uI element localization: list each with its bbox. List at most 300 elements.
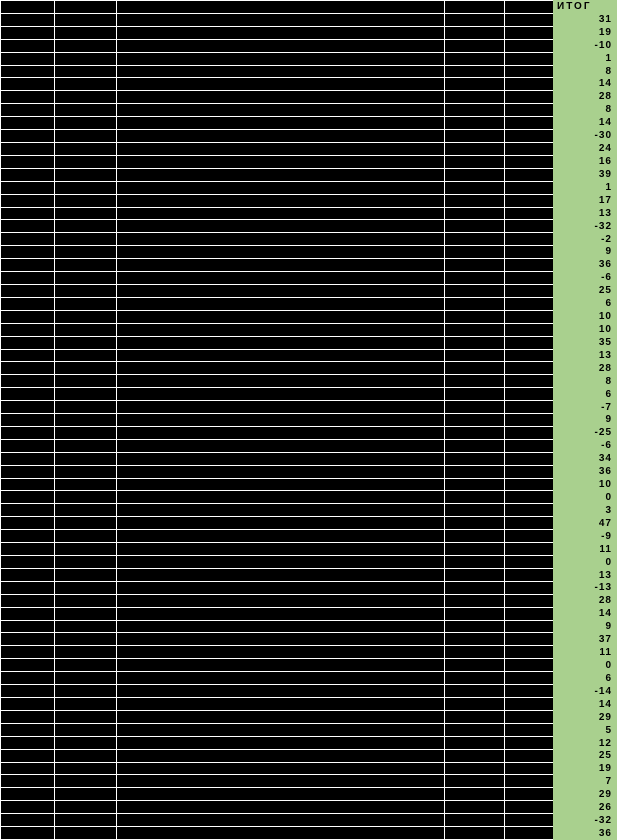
total-cell[interactable]: 14 xyxy=(598,78,612,90)
cell[interactable] xyxy=(505,14,553,27)
cell[interactable] xyxy=(55,401,117,414)
cell[interactable] xyxy=(445,453,505,466)
cell[interactable] xyxy=(55,143,117,156)
cell[interactable] xyxy=(1,337,55,350)
total-cell[interactable]: 6 xyxy=(605,672,612,684)
cell[interactable] xyxy=(505,40,553,53)
cell[interactable] xyxy=(505,724,553,737)
cell[interactable] xyxy=(117,14,445,27)
cell[interactable] xyxy=(445,608,505,621)
cell[interactable] xyxy=(55,504,117,517)
cell[interactable] xyxy=(55,362,117,375)
cell[interactable] xyxy=(505,311,553,324)
cell[interactable] xyxy=(445,130,505,143)
cell[interactable] xyxy=(117,711,445,724)
cell[interactable] xyxy=(1,362,55,375)
cell[interactable] xyxy=(505,685,553,698)
cell[interactable] xyxy=(505,169,553,182)
header-cell[interactable] xyxy=(505,1,553,14)
cell[interactable] xyxy=(505,646,553,659)
cell[interactable] xyxy=(117,311,445,324)
cell[interactable] xyxy=(117,298,445,311)
cell[interactable] xyxy=(117,156,445,169)
cell[interactable] xyxy=(505,388,553,401)
cell[interactable] xyxy=(445,530,505,543)
cell[interactable] xyxy=(55,569,117,582)
cell[interactable] xyxy=(505,801,553,814)
total-cell[interactable]: 13 xyxy=(598,349,612,361)
total-cell[interactable]: 14 xyxy=(598,698,612,710)
cell[interactable] xyxy=(55,130,117,143)
cell[interactable] xyxy=(445,698,505,711)
cell[interactable] xyxy=(55,298,117,311)
cell[interactable] xyxy=(55,453,117,466)
cell[interactable] xyxy=(445,750,505,763)
cell[interactable] xyxy=(505,143,553,156)
cell[interactable] xyxy=(505,427,553,440)
cell[interactable] xyxy=(445,272,505,285)
cell[interactable] xyxy=(505,595,553,608)
total-cell[interactable]: 37 xyxy=(598,634,612,646)
cell[interactable] xyxy=(117,608,445,621)
cell[interactable] xyxy=(117,130,445,143)
cell[interactable] xyxy=(1,40,55,53)
cell[interactable] xyxy=(445,646,505,659)
cell[interactable] xyxy=(445,427,505,440)
cell[interactable] xyxy=(55,775,117,788)
cell[interactable] xyxy=(1,569,55,582)
cell[interactable] xyxy=(445,78,505,91)
total-cell[interactable]: 36 xyxy=(598,259,612,271)
cell[interactable] xyxy=(55,724,117,737)
total-cell[interactable]: 31 xyxy=(598,13,612,25)
cell[interactable] xyxy=(1,169,55,182)
cell[interactable] xyxy=(505,233,553,246)
cell[interactable] xyxy=(445,763,505,776)
cell[interactable] xyxy=(117,208,445,221)
cell[interactable] xyxy=(445,14,505,27)
cell[interactable] xyxy=(505,91,553,104)
cell[interactable] xyxy=(505,504,553,517)
cell[interactable] xyxy=(55,543,117,556)
cell[interactable] xyxy=(445,543,505,556)
cell[interactable] xyxy=(55,117,117,130)
cell[interactable] xyxy=(445,53,505,66)
cell[interactable] xyxy=(55,582,117,595)
cell[interactable] xyxy=(55,491,117,504)
cell[interactable] xyxy=(117,569,445,582)
cell[interactable] xyxy=(445,375,505,388)
cell[interactable] xyxy=(117,685,445,698)
cell[interactable] xyxy=(55,66,117,79)
cell[interactable] xyxy=(117,27,445,40)
cell[interactable] xyxy=(117,350,445,363)
cell[interactable] xyxy=(55,246,117,259)
cell[interactable] xyxy=(117,53,445,66)
cell[interactable] xyxy=(55,104,117,117)
total-cell[interactable]: 8 xyxy=(605,375,612,387)
cell[interactable] xyxy=(1,827,55,840)
cell[interactable] xyxy=(1,208,55,221)
cell[interactable] xyxy=(1,801,55,814)
cell[interactable] xyxy=(505,453,553,466)
cell[interactable] xyxy=(445,169,505,182)
cell[interactable] xyxy=(505,324,553,337)
total-cell[interactable]: -25 xyxy=(594,427,612,439)
cell[interactable] xyxy=(117,621,445,634)
cell[interactable] xyxy=(1,66,55,79)
cell[interactable] xyxy=(55,375,117,388)
cell[interactable] xyxy=(117,414,445,427)
total-cell[interactable]: 24 xyxy=(598,143,612,155)
cell[interactable] xyxy=(445,775,505,788)
cell[interactable] xyxy=(117,814,445,827)
cell[interactable] xyxy=(117,401,445,414)
total-cell[interactable]: 16 xyxy=(598,156,612,168)
cell[interactable] xyxy=(1,608,55,621)
cell[interactable] xyxy=(505,117,553,130)
cell[interactable] xyxy=(1,117,55,130)
cell[interactable] xyxy=(505,246,553,259)
cell[interactable] xyxy=(55,169,117,182)
cell[interactable] xyxy=(445,788,505,801)
cell[interactable] xyxy=(1,156,55,169)
cell[interactable] xyxy=(117,517,445,530)
total-cell[interactable]: 29 xyxy=(598,711,612,723)
cell[interactable] xyxy=(445,337,505,350)
cell[interactable] xyxy=(445,233,505,246)
cell[interactable] xyxy=(117,763,445,776)
cell[interactable] xyxy=(55,14,117,27)
cell[interactable] xyxy=(55,324,117,337)
cell[interactable] xyxy=(445,324,505,337)
cell[interactable] xyxy=(505,672,553,685)
cell[interactable] xyxy=(445,246,505,259)
cell[interactable] xyxy=(55,259,117,272)
cell[interactable] xyxy=(505,814,553,827)
total-cell[interactable]: 8 xyxy=(605,104,612,116)
cell[interactable] xyxy=(117,117,445,130)
cell[interactable] xyxy=(445,285,505,298)
cell[interactable] xyxy=(117,272,445,285)
cell[interactable] xyxy=(55,182,117,195)
cell[interactable] xyxy=(445,401,505,414)
header-cell[interactable] xyxy=(55,1,117,14)
cell[interactable] xyxy=(117,182,445,195)
cell[interactable] xyxy=(445,737,505,750)
cell[interactable] xyxy=(1,672,55,685)
cell[interactable] xyxy=(117,582,445,595)
cell[interactable] xyxy=(505,827,553,840)
cell[interactable] xyxy=(505,737,553,750)
cell[interactable] xyxy=(117,595,445,608)
total-cell[interactable]: -32 xyxy=(594,220,612,232)
cell[interactable] xyxy=(117,479,445,492)
cell[interactable] xyxy=(505,750,553,763)
cell[interactable] xyxy=(117,362,445,375)
total-cell[interactable]: 10 xyxy=(598,311,612,323)
cell[interactable] xyxy=(1,788,55,801)
cell[interactable] xyxy=(445,156,505,169)
total-cell[interactable]: -10 xyxy=(594,39,612,51)
cell[interactable] xyxy=(117,220,445,233)
cell[interactable] xyxy=(505,182,553,195)
cell[interactable] xyxy=(1,220,55,233)
cell[interactable] xyxy=(1,479,55,492)
cell[interactable] xyxy=(55,479,117,492)
cell[interactable] xyxy=(1,737,55,750)
cell[interactable] xyxy=(117,530,445,543)
cell[interactable] xyxy=(445,685,505,698)
cell[interactable] xyxy=(445,40,505,53)
cell[interactable] xyxy=(445,466,505,479)
cell[interactable] xyxy=(1,143,55,156)
cell[interactable] xyxy=(1,104,55,117)
cell[interactable] xyxy=(117,453,445,466)
cell[interactable] xyxy=(55,517,117,530)
cell[interactable] xyxy=(505,401,553,414)
cell[interactable] xyxy=(55,750,117,763)
cell[interactable] xyxy=(117,491,445,504)
cell[interactable] xyxy=(1,53,55,66)
cell[interactable] xyxy=(505,272,553,285)
cell[interactable] xyxy=(505,763,553,776)
cell[interactable] xyxy=(55,233,117,246)
cell[interactable] xyxy=(55,388,117,401)
total-cell[interactable]: 12 xyxy=(598,737,612,749)
total-cell[interactable]: 26 xyxy=(598,802,612,814)
total-cell[interactable]: -13 xyxy=(594,582,612,594)
cell[interactable] xyxy=(1,685,55,698)
cell[interactable] xyxy=(55,156,117,169)
cell[interactable] xyxy=(1,259,55,272)
cell[interactable] xyxy=(1,814,55,827)
cell[interactable] xyxy=(1,621,55,634)
cell[interactable] xyxy=(117,827,445,840)
cell[interactable] xyxy=(1,78,55,91)
cell[interactable] xyxy=(445,298,505,311)
cell[interactable] xyxy=(55,91,117,104)
cell[interactable] xyxy=(505,608,553,621)
cell[interactable] xyxy=(445,711,505,724)
cell[interactable] xyxy=(1,646,55,659)
cell[interactable] xyxy=(1,414,55,427)
cell[interactable] xyxy=(117,672,445,685)
total-cell[interactable]: 0 xyxy=(605,492,612,504)
cell[interactable] xyxy=(117,466,445,479)
total-cell[interactable]: 34 xyxy=(598,453,612,465)
cell[interactable] xyxy=(55,698,117,711)
total-cell[interactable]: 28 xyxy=(598,362,612,374)
total-cell[interactable]: 36 xyxy=(598,828,612,840)
cell[interactable] xyxy=(505,285,553,298)
cell[interactable] xyxy=(117,440,445,453)
total-cell[interactable]: 0 xyxy=(605,556,612,568)
cell[interactable] xyxy=(505,479,553,492)
cell[interactable] xyxy=(55,466,117,479)
total-cell[interactable]: 14 xyxy=(598,608,612,620)
cell[interactable] xyxy=(505,337,553,350)
cell[interactable] xyxy=(117,40,445,53)
cell[interactable] xyxy=(1,130,55,143)
cell[interactable] xyxy=(55,220,117,233)
cell[interactable] xyxy=(1,195,55,208)
cell[interactable] xyxy=(117,246,445,259)
cell[interactable] xyxy=(445,117,505,130)
total-column-header[interactable]: ИТОГ xyxy=(557,0,592,12)
cell[interactable] xyxy=(445,621,505,634)
cell[interactable] xyxy=(505,711,553,724)
cell[interactable] xyxy=(445,659,505,672)
cell[interactable] xyxy=(505,788,553,801)
cell[interactable] xyxy=(55,827,117,840)
header-cell[interactable] xyxy=(445,1,505,14)
total-cell[interactable]: 1 xyxy=(605,181,612,193)
cell[interactable] xyxy=(55,788,117,801)
cell[interactable] xyxy=(117,285,445,298)
cell[interactable] xyxy=(55,595,117,608)
total-cell[interactable]: -2 xyxy=(601,233,612,245)
cell[interactable] xyxy=(1,582,55,595)
cell[interactable] xyxy=(505,466,553,479)
cell[interactable] xyxy=(445,633,505,646)
cell[interactable] xyxy=(445,556,505,569)
cell[interactable] xyxy=(505,491,553,504)
cell[interactable] xyxy=(445,311,505,324)
cell[interactable] xyxy=(117,504,445,517)
total-cell[interactable]: 5 xyxy=(605,724,612,736)
cell[interactable] xyxy=(55,814,117,827)
total-cell[interactable]: 35 xyxy=(598,336,612,348)
total-cell[interactable]: 17 xyxy=(598,194,612,206)
cell[interactable] xyxy=(117,633,445,646)
cell[interactable] xyxy=(445,504,505,517)
cell[interactable] xyxy=(1,388,55,401)
cell[interactable] xyxy=(1,285,55,298)
cell[interactable] xyxy=(55,440,117,453)
cell[interactable] xyxy=(1,272,55,285)
cell[interactable] xyxy=(1,375,55,388)
cell[interactable] xyxy=(1,775,55,788)
total-cell[interactable]: 29 xyxy=(598,789,612,801)
total-cell[interactable]: -9 xyxy=(601,530,612,542)
cell[interactable] xyxy=(117,91,445,104)
cell[interactable] xyxy=(117,543,445,556)
total-cell[interactable]: 36 xyxy=(598,466,612,478)
cell[interactable] xyxy=(505,569,553,582)
cell[interactable] xyxy=(445,414,505,427)
cell[interactable] xyxy=(117,788,445,801)
cell[interactable] xyxy=(505,66,553,79)
cell[interactable] xyxy=(55,414,117,427)
cell[interactable] xyxy=(55,40,117,53)
cell[interactable] xyxy=(445,220,505,233)
cell[interactable] xyxy=(505,104,553,117)
total-cell[interactable]: 13 xyxy=(598,569,612,581)
cell[interactable] xyxy=(1,517,55,530)
cell[interactable] xyxy=(445,595,505,608)
cell[interactable] xyxy=(445,801,505,814)
cell[interactable] xyxy=(55,530,117,543)
cell[interactable] xyxy=(1,91,55,104)
cell[interactable] xyxy=(505,582,553,595)
cell[interactable] xyxy=(505,440,553,453)
cell[interactable] xyxy=(445,195,505,208)
cell[interactable] xyxy=(55,556,117,569)
cell[interactable] xyxy=(1,659,55,672)
total-cell[interactable]: -6 xyxy=(601,272,612,284)
cell[interactable] xyxy=(117,698,445,711)
cell[interactable] xyxy=(445,440,505,453)
cell[interactable] xyxy=(505,633,553,646)
cell[interactable] xyxy=(445,569,505,582)
cell[interactable] xyxy=(117,724,445,737)
cell[interactable] xyxy=(55,272,117,285)
cell[interactable] xyxy=(445,208,505,221)
cell[interactable] xyxy=(445,672,505,685)
cell[interactable] xyxy=(1,698,55,711)
total-cell[interactable]: 28 xyxy=(598,91,612,103)
cell[interactable] xyxy=(445,143,505,156)
cell[interactable] xyxy=(1,633,55,646)
cell[interactable] xyxy=(117,169,445,182)
total-cell[interactable]: 9 xyxy=(605,414,612,426)
cell[interactable] xyxy=(1,350,55,363)
cell[interactable] xyxy=(1,324,55,337)
total-cell[interactable]: -6 xyxy=(601,440,612,452)
cell[interactable] xyxy=(117,801,445,814)
cell[interactable] xyxy=(1,763,55,776)
total-cell[interactable]: -7 xyxy=(601,401,612,413)
total-cell[interactable]: 47 xyxy=(598,517,612,529)
cell[interactable] xyxy=(505,375,553,388)
cell[interactable] xyxy=(1,427,55,440)
total-cell[interactable]: 1 xyxy=(605,52,612,64)
total-cell[interactable]: 6 xyxy=(605,388,612,400)
cell[interactable] xyxy=(55,427,117,440)
cell[interactable] xyxy=(117,737,445,750)
cell[interactable] xyxy=(55,78,117,91)
cell[interactable] xyxy=(445,814,505,827)
cell[interactable] xyxy=(117,324,445,337)
cell[interactable] xyxy=(1,182,55,195)
cell[interactable] xyxy=(445,724,505,737)
cell[interactable] xyxy=(1,724,55,737)
cell[interactable] xyxy=(55,350,117,363)
cell[interactable] xyxy=(445,388,505,401)
cell[interactable] xyxy=(1,233,55,246)
cell[interactable] xyxy=(445,91,505,104)
cell[interactable] xyxy=(445,66,505,79)
cell[interactable] xyxy=(55,711,117,724)
total-cell[interactable]: 9 xyxy=(605,621,612,633)
cell[interactable] xyxy=(445,182,505,195)
cell[interactable] xyxy=(55,27,117,40)
cell[interactable] xyxy=(117,775,445,788)
cell[interactable] xyxy=(55,53,117,66)
cell[interactable] xyxy=(505,195,553,208)
cell[interactable] xyxy=(55,659,117,672)
cell[interactable] xyxy=(1,595,55,608)
cell[interactable] xyxy=(1,298,55,311)
cell[interactable] xyxy=(1,453,55,466)
cell[interactable] xyxy=(117,66,445,79)
cell[interactable] xyxy=(505,659,553,672)
cell[interactable] xyxy=(55,311,117,324)
cell[interactable] xyxy=(55,621,117,634)
cell[interactable] xyxy=(505,698,553,711)
cell[interactable] xyxy=(117,78,445,91)
